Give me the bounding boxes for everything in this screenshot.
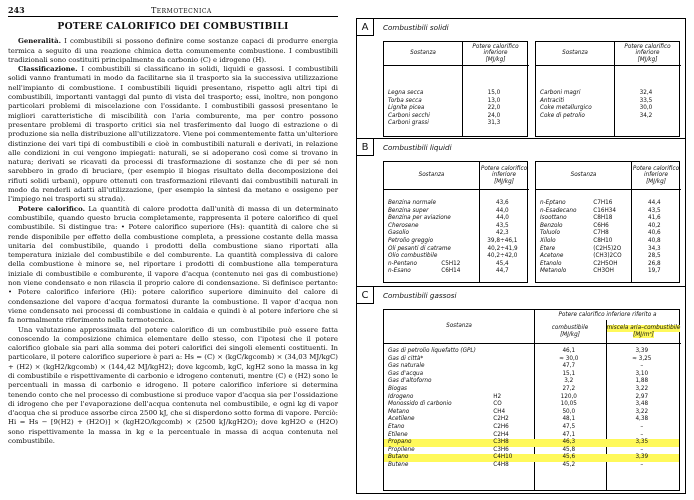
section-title-gas: Combustibili gassosi — [383, 291, 457, 300]
cell-value: 44,4 — [648, 200, 661, 206]
cell-formula: C2H4 — [493, 431, 509, 438]
cell-value: 40,6 — [648, 230, 661, 237]
cell-sostanza: Toluolo — [540, 230, 560, 237]
table-row — [384, 120, 527, 128]
cell-sostanza: Propano — [388, 439, 412, 446]
cell-sostanza: Metanolo — [540, 268, 567, 275]
cell-formula — [441, 208, 477, 216]
cell-sostanza: Propilene — [388, 446, 415, 453]
cell-sostanza: n-Esadecano — [540, 207, 577, 214]
cell-mix-value: ≈ 3,25 — [632, 355, 652, 362]
th-mix-unit: [MJ/m³] — [633, 331, 654, 338]
table-row — [384, 401, 679, 409]
cell-formula — [493, 348, 533, 356]
cell-formula: H2 — [493, 393, 502, 400]
cell-mix-value: – — [640, 431, 644, 438]
cell-sostanza: Etilene — [388, 431, 408, 438]
th-potere-label: Potere calorifico inferiore — [624, 43, 671, 57]
table-row — [384, 113, 527, 121]
table-row — [384, 105, 527, 113]
cell-comb-value: 47,7 — [562, 363, 576, 370]
cell-sostanza: Gas naturale — [388, 363, 425, 370]
table-solid-left — [383, 41, 528, 137]
cell-formula — [493, 356, 533, 364]
cell-comb-value: 120,0 — [560, 393, 577, 400]
th-potere — [479, 162, 529, 190]
cell-value: 45,4 — [496, 260, 509, 267]
col-divider — [614, 42, 615, 136]
cell-mix-value: 3,22 — [635, 385, 649, 392]
table-row — [384, 394, 679, 402]
cell-formula: C4H8 — [493, 461, 509, 468]
cell-sostanza: Xilolo — [540, 237, 556, 244]
cell-value: 43,5 — [648, 207, 661, 214]
table-row — [536, 200, 679, 208]
cell-comb-value: 10,05 — [560, 401, 577, 408]
cell-formula — [442, 215, 478, 223]
cell-formula: C5H12 — [441, 260, 461, 267]
cell-formula: CH3OH — [593, 268, 614, 275]
cell-value: 31,3 — [487, 120, 501, 127]
table-row — [384, 356, 679, 364]
cell-formula: C16H34 — [593, 207, 616, 214]
cell-sostanza: Benzolo — [540, 222, 563, 229]
cell-formula — [441, 238, 477, 246]
cell-comb-value: 45,2 — [562, 461, 576, 468]
cell-sostanza: Gas d'acqua — [388, 370, 424, 377]
table-liquid-right — [535, 161, 680, 283]
table-row — [384, 246, 527, 254]
cell-value: 44,7 — [496, 268, 509, 275]
section-letter-c: C — [357, 287, 374, 304]
cell-formula: C7H8 — [593, 230, 609, 237]
cell-sostanza: n-Pentano — [388, 260, 417, 267]
table-row — [384, 386, 679, 394]
cell-formula: C3H8 — [493, 439, 509, 446]
article-column — [8, 18, 338, 496]
cell-value: 15,0 — [487, 90, 501, 96]
cell-value: 40,2÷42,0 — [487, 253, 518, 260]
cell-formula: C4H10 — [493, 454, 513, 461]
cell-formula: C8H10 — [593, 237, 613, 244]
th-potere — [462, 42, 529, 66]
heading-potere: Potere calorifico. — [18, 204, 85, 213]
table-row — [384, 90, 527, 98]
cell-value: 32,4 — [639, 90, 653, 96]
header-rule — [8, 16, 338, 17]
table-row — [536, 268, 679, 276]
section-title-solid: Combustibili solidi — [383, 23, 449, 32]
table-row — [536, 215, 679, 223]
table-row — [384, 200, 527, 208]
cell-value: 40,2 — [648, 222, 661, 229]
cell-sostanza: Carboni grassi — [388, 120, 429, 127]
cell-sostanza: n-Esano — [388, 268, 411, 275]
section-letter-a: A — [357, 19, 374, 36]
cell-value: 40,2÷41,9 — [487, 245, 518, 252]
running-title: Termotecnica — [150, 5, 212, 15]
cell-value: 26,8 — [648, 260, 661, 267]
paragraph-potere — [8, 205, 338, 326]
cell-comb-value: 45,8 — [562, 446, 576, 453]
cell-sostanza: Metano — [388, 408, 410, 415]
fuel-tables-panel — [356, 18, 686, 494]
cell-sostanza: Olio combustibile — [388, 253, 438, 260]
th-potere-unit: [MJ/kg] — [485, 56, 506, 63]
cell-sostanza: Benzina normale — [388, 200, 436, 206]
cell-value: 33,5 — [639, 97, 653, 104]
table-row — [384, 223, 527, 231]
cell-formula: C2H2 — [493, 416, 509, 423]
section-letter-b: B — [357, 139, 374, 156]
cell-formula: C3H6 — [493, 446, 509, 453]
cell-sostanza: Etere — [540, 245, 556, 252]
th-potere — [631, 162, 681, 190]
table-gas — [383, 309, 680, 491]
cell-formula — [493, 363, 533, 371]
cell-formula: C6H6 — [593, 222, 609, 229]
cell-sostanza: Butene — [388, 461, 409, 468]
table-row — [384, 208, 527, 216]
cell-comb-value: 3,2 — [564, 378, 574, 385]
cell-comb-value: 47,1 — [562, 431, 576, 438]
cell-sostanza: Oli pesanti di catrame — [388, 245, 451, 252]
cell-value: 41,6 — [648, 215, 661, 222]
cell-sostanza: Petrolio greggio — [388, 237, 434, 244]
th-potere-label: Potere calorifico inferiore — [472, 43, 519, 57]
rows-gas — [384, 348, 679, 470]
cell-formula — [493, 378, 533, 386]
page-header — [8, 4, 338, 16]
cell-mix-value: – — [640, 423, 644, 430]
paragraph-classificazione — [8, 65, 338, 204]
table-row — [384, 215, 527, 223]
cell-sostanza: Benzina per aviazione — [388, 215, 451, 222]
table-row — [384, 416, 679, 424]
cell-sostanza: Etanolo — [540, 260, 562, 267]
cell-mix-value: 3,10 — [635, 370, 649, 377]
cell-value: 13,0 — [487, 97, 501, 104]
cell-sostanza: Idrogeno — [388, 393, 414, 400]
th-sostanza: Sostanza — [536, 162, 631, 190]
cell-mix-value: 2,97 — [635, 393, 649, 400]
cell-formula: C6H14 — [441, 268, 461, 275]
table-row — [384, 462, 679, 470]
cell-value: 44,0 — [496, 215, 509, 222]
th-mix-label: miscela aria–combustibile — [606, 324, 681, 331]
table-row — [536, 230, 679, 238]
cell-sostanza: Gas d'altoforno — [388, 378, 432, 385]
cell-formula: CH4 — [493, 408, 506, 415]
cell-value: 24,0 — [487, 112, 501, 119]
cell-sostanza: Acetilene — [388, 416, 415, 423]
table-row — [384, 378, 679, 386]
cell-value: 39,8÷46,1 — [487, 237, 518, 244]
cell-value: 43,5 — [496, 222, 509, 229]
table-row — [536, 208, 679, 216]
cell-mix-value: – — [640, 363, 644, 370]
cell-comb-value: 15,1 — [562, 370, 576, 377]
paragraph-generalita — [8, 37, 338, 65]
table-row — [536, 223, 679, 231]
cell-comb-value: ≈ 30,0 — [559, 355, 579, 362]
cell-comb-value: 27,2 — [562, 385, 576, 392]
cell-value: 28,5 — [648, 253, 661, 260]
cell-sostanza: Monossido di carbonio — [388, 401, 452, 408]
cell-sostanza: Lignite picea — [388, 105, 425, 112]
cell-formula: C2H6 — [493, 423, 509, 430]
table-row — [536, 98, 679, 106]
cell-formula — [441, 200, 477, 208]
rows-solid-right — [536, 90, 679, 120]
cell-sostanza: n-Eptano — [540, 200, 566, 206]
cell-mix-value: 1,88 — [635, 378, 649, 385]
cell-sostanza: Acetone — [540, 253, 564, 260]
page-number: 243 — [8, 5, 25, 15]
heading-generalita: Generalità. — [18, 37, 62, 46]
cell-value: 44,0 — [496, 207, 509, 214]
cell-formula — [493, 371, 533, 379]
cell-sostanza: Antraciti — [540, 97, 565, 104]
cell-value: 19,7 — [648, 268, 661, 275]
cell-mix-value: 3,48 — [635, 401, 649, 408]
table-row — [384, 230, 527, 238]
cell-sostanza: Legna secca — [388, 90, 424, 96]
cell-sostanza: Coke di petrolio — [540, 112, 585, 119]
cell-mix-value: 4,38 — [635, 416, 649, 423]
cell-value: 34,3 — [648, 245, 661, 252]
cell-value: 30,0 — [639, 105, 653, 112]
cell-mix-value: 3,35 — [635, 439, 649, 446]
cell-formula: C8H18 — [593, 215, 613, 222]
rows-liquid-left — [384, 200, 527, 276]
cell-sostanza: Coke metallurgico — [540, 105, 592, 112]
table-row — [536, 105, 679, 113]
rows-liquid-right — [536, 200, 679, 276]
cell-formula: C2H5OH — [593, 260, 618, 267]
rows-solid-left — [384, 90, 527, 128]
table-row — [384, 363, 679, 371]
cell-value: 40,8 — [648, 237, 661, 244]
cell-sostanza: Butano — [388, 454, 409, 461]
cell-formula — [441, 230, 477, 238]
text-potere: La quantità di calore prodotta dall'unità di massa di un determinato combustibile, quando questo brucia completamente, rappresenta il potere calorifico di quel combustibile. Si distingue tra: • Potere calorifico superiore (Hs): quantità di calore che si rende disponibile per effetto della combustione completa, a pressione costante della massa unitaria del combustibile, quando i prodotti della combustione siano riportati alla temperatura iniziale del combustibile e del comburente. La quantità complessiva di calore della combustione è minore se, nel riportare i prodotti di combustione alla temperatura iniziale di combustibile e comburente, il vapore d'acqua (contenuto nei gas di combustione) non viene condensato e non rilascia il proprio calore di condensazione. Si definisce pertanto: • Potere calorifico inferiore (Hi): potere calorifico superiore diminuito del calore di condensazione del vapore d'acqua formatosi durante la combustione. Il vapor d'acqua non viene condensato nei processi di combustione in caldaia e quindi è al potere inferiore che si fa normalmente riferimento nella termotecnica. — [8, 204, 338, 325]
cell-formula: C7H16 — [593, 200, 613, 206]
table-row — [384, 268, 527, 276]
section-gas-fuels — [357, 287, 685, 495]
table-row — [384, 348, 679, 356]
table-row — [536, 253, 679, 261]
section-solid-fuels — [357, 19, 685, 139]
th-sostanza: Sostanza — [384, 42, 462, 66]
text-generalita: I combustibili si possono definire come sostanze capaci di produrre energia termica a seguito di una reazione chimica detta comunemente combustione. I combustibili tradizionali sono costituiti principalmente da carbonio (C) e idrogeno (H). — [8, 37, 338, 64]
th-sostanza: Sostanza — [536, 42, 614, 66]
th-potere — [614, 42, 681, 66]
table-row — [384, 454, 679, 462]
article-title: POTERE CALORIFICO DEI COMBUSTIBILI — [57, 21, 289, 32]
cell-sostanza: Carboni magri — [540, 90, 581, 96]
cell-formula: (C2H5)2O — [593, 245, 622, 252]
heading-classificazione: Classificazione. — [18, 65, 78, 74]
th-potere-unit: [MJ/kg] — [646, 178, 666, 185]
cell-comb-value: 46,3 — [562, 439, 576, 446]
table-row — [536, 238, 679, 246]
th-potere-label: Potere calorifico inferiore — [480, 165, 528, 179]
th-group: Potere calorifico inferiore riferito a — [558, 311, 657, 318]
cell-formula: CO — [493, 401, 502, 408]
table-row — [384, 432, 679, 440]
section-title-liquid: Combustibili liquidi — [383, 143, 452, 152]
th-potere-unit: [MJ/kg] — [494, 178, 514, 185]
cell-sostanza: Carboni secchi — [388, 112, 430, 119]
cell-sostanza: Gas di petrolio liquefatto (GPL) — [388, 348, 476, 354]
table-row — [536, 113, 679, 121]
cell-mix-value: 3,39 — [635, 454, 649, 461]
cell-comb-value: 50,0 — [562, 408, 576, 415]
cell-formula: (CH3)2CO — [593, 253, 622, 260]
cell-mix-value: 3,39 — [635, 348, 649, 354]
th-comb-label: combustibile — [551, 324, 589, 331]
th-sostanza: Sostanza — [384, 162, 479, 190]
table-row — [384, 424, 679, 432]
cell-formula — [441, 253, 477, 261]
section-liquid-fuels — [357, 139, 685, 287]
th-potere-label: Potere calorifico inferiore — [632, 165, 680, 179]
table-row — [384, 409, 679, 417]
text-classificazione: I combustibili si classificano in solidi, liquidi e gassosi. I combustibili solidi vanno frantumati in modo da facilitarne sia il trasporto sia la successiva utilizzazione nell'impianto di combustione. I combustibili liquidi presentano, rispetto agli altri tipi di combustibili, importanti vantaggi dal punto di vista del trasporto; essi, inoltre, non pongono particolari problemi di miscelazione con l'ossidante. I combustibili gassosi presentano le migliori caratteristiche di miscibilità con l'aria comburente, ma per contro possono presentare problemi di trasporto critici sia nel trasferimento dal luogo di estrazione o di produzione sia nella distribuzione all'utilizzatore. Viene poi commentemente fatta un'ulteriore distinzione dei vari tipi di combustibili e cioè in combustibili naturali e derivati, in relazione alle condizioni in cui vengono impiegati: naturali, se si adoperano così come si trovano in natura; derivati se ricavati da processi di trasformazione di sostanze che di per sé non sarebbero in grado di bruciare, (per esempio il biogas risultato della decomposizione dei rifiuti solidi urbani), oppure ottenuti con trasformazioni rilevanti dai combustibili naturali in modo da renderli adatti all'utilizzazione, (per esempio la sintesi da metano e ossigeno per l'impiego nei trasporti su strada). — [8, 65, 338, 204]
cell-mix-value: 3,22 — [635, 408, 649, 415]
cell-sostanza: Etano — [388, 423, 405, 430]
table-row — [536, 261, 679, 269]
cell-formula — [441, 223, 477, 231]
cell-value: 43,6 — [496, 200, 509, 206]
cell-comb-value: 46,1 — [562, 348, 576, 354]
cell-formula — [493, 386, 533, 394]
cell-mix-value: – — [640, 461, 644, 468]
th-sostanza: Sostanza — [384, 310, 534, 344]
cell-sostanza: Torba secca — [388, 97, 422, 104]
cell-sostanza: Gasolio — [388, 230, 409, 237]
table-row — [384, 253, 527, 261]
cell-value: 34,2 — [639, 112, 653, 119]
table-row — [384, 238, 527, 246]
table-row — [384, 371, 679, 379]
cell-sostanza: Isoottano — [540, 215, 567, 222]
table-row — [384, 447, 679, 455]
cell-sostanza: Gas di città* — [388, 355, 424, 362]
cell-sostanza: Benzina super — [388, 207, 429, 214]
th-combustibile — [534, 320, 606, 344]
th-miscela — [606, 320, 681, 344]
table-row — [536, 90, 679, 98]
table-row — [384, 439, 679, 447]
table-liquid-left — [383, 161, 528, 283]
cell-comb-value: 45,6 — [562, 454, 576, 461]
table-solid-right — [535, 41, 680, 137]
table-row — [384, 261, 527, 269]
cell-value: 22,0 — [487, 105, 501, 112]
th-comb-unit: [MJ/kg] — [560, 331, 580, 338]
cell-mix-value: – — [640, 446, 644, 453]
cell-formula — [442, 246, 478, 254]
cell-sostanza: Cherosene — [388, 222, 419, 229]
paragraph-valutazione: Una valutazione approssimata del potere calorifico di un combustibile può essere fatta conoscendo la composizione chimica elementare dello stesso, con l'ipotesi che il potere calorifico globale sia pari alla somma dei poteri calorifici dei singoli elementi costituenti. In particolare, il potere calorifico superiore è pari a: Hs = (C) × (kgC/kgcomb) × (34,03 MJ/kgC) + (H2) × (kgH2/kgcomb) × (144,42 MJ/kgH2); dove kgcomb, kgC, kgH2 sono la massa in kg di combustibile e rispettivamente di carbonio e idrogeno contenuti, mentre (C) e (H2) sono le percentuali in massa di carbonio e idrogeno. Il potere calorifico inferiore si determina tenendo conto che nel processo di combustione si produce vapor d'acqua sia per l'ossidazione di idrogeno che per l'evaporazione dell'acqua contenuta nel combustibile, e ogni kg di vapor d'acqua che si produce assorbe circa 2500 kJ, che si disperdono sotto forma di vapore. Perciò: Hi = Hs − [9(H2) + (H2O)] × (kgH2O/kgcomb) × (2500 kJ/kgH2O); dove kgH2O e (H2O) sono rispettivamente la massa in kg e la percentuale in massa di acqua contenuta nel combustibile. — [8, 325, 338, 446]
cell-comb-value: 48,1 — [562, 416, 576, 423]
cell-value: 42,3 — [496, 230, 509, 237]
th-potere-unit: [MJ/kg] — [637, 56, 658, 63]
table-row — [384, 98, 527, 106]
cell-comb-value: 47,5 — [562, 423, 576, 430]
cell-sostanza: Biogas — [388, 385, 408, 392]
table-row — [536, 246, 679, 254]
